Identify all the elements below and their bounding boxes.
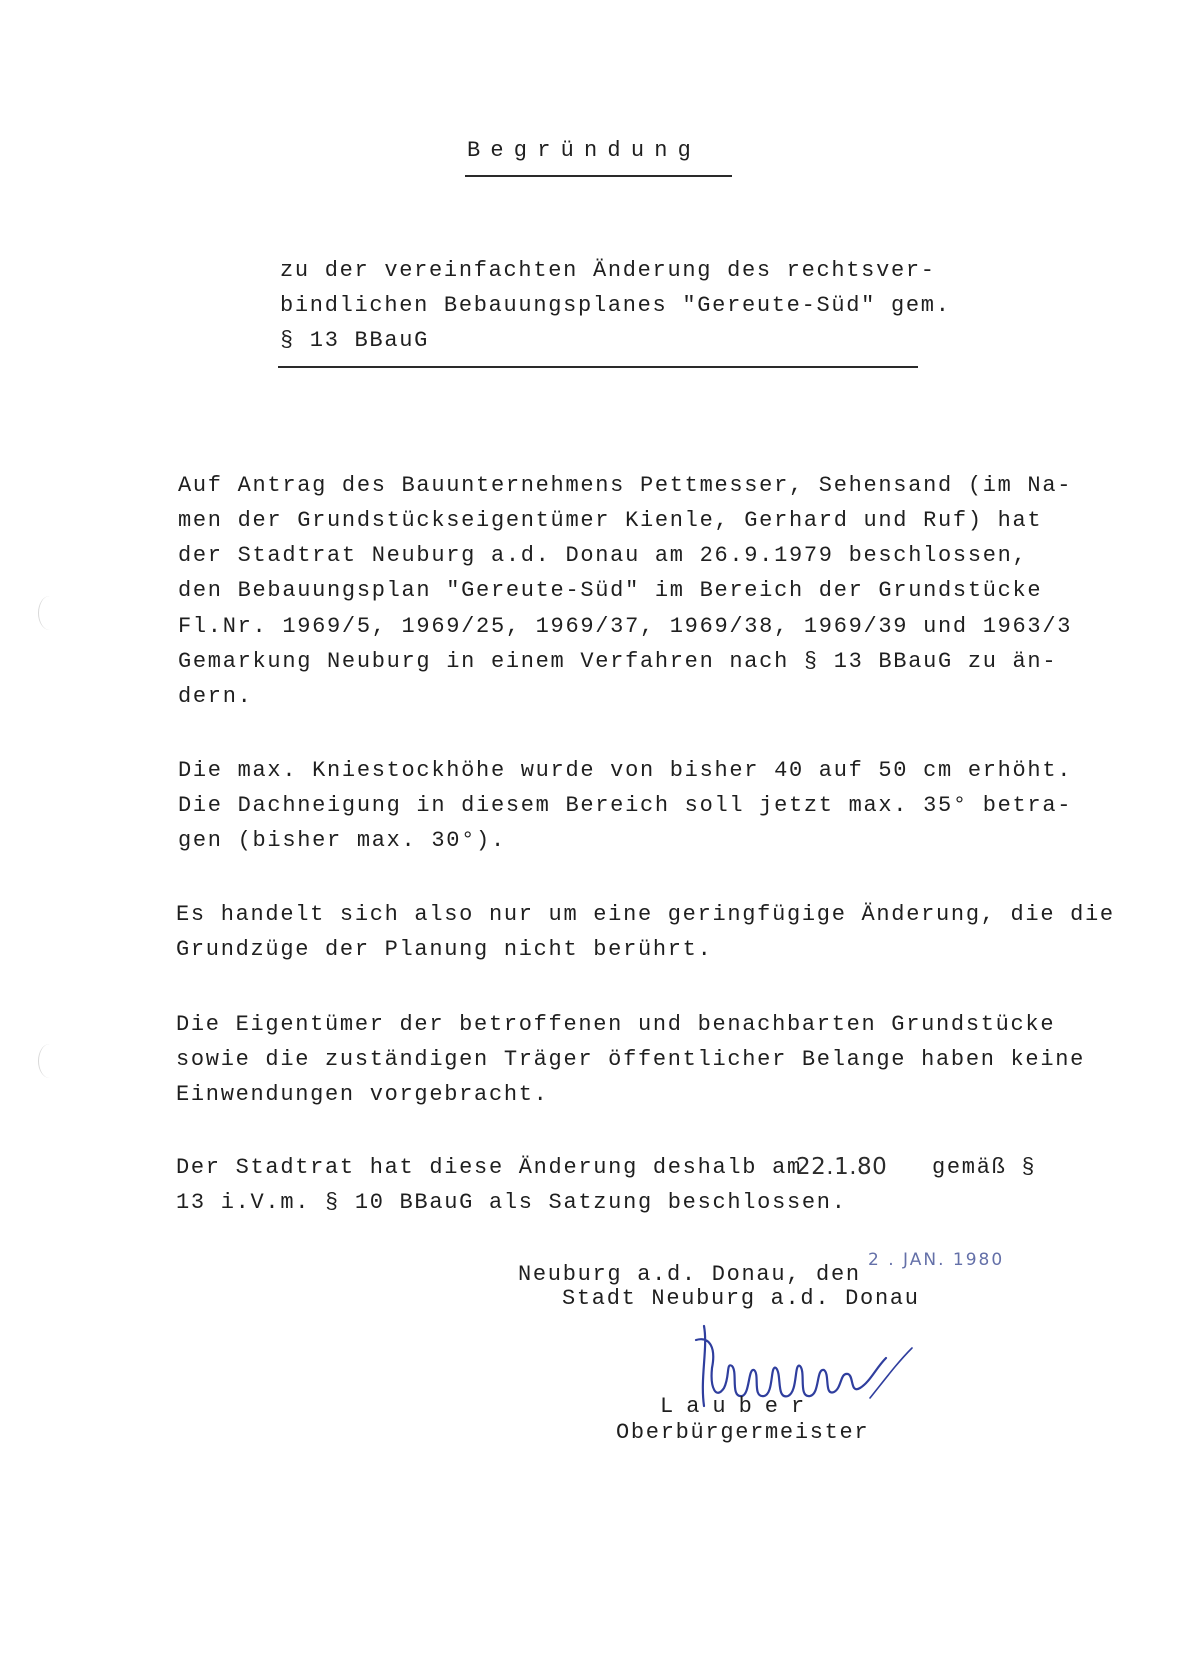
body-line: sowie die zuständigen Träger öffentlicher Belange haben keine: [176, 1047, 1086, 1072]
body-line: Fl.Nr. 1969/5, 1969/25, 1969/37, 1969/38, 1969/39 und 1963/3: [178, 614, 1073, 639]
handwritten-date: 22.1.80: [796, 1154, 888, 1180]
body-line: der Stadtrat Neuburg a.d. Donau am 26.9.1979 beschlossen,: [178, 543, 1028, 568]
subject-underline: [278, 366, 918, 368]
body-line: Gemarkung Neuburg in einem Verfahren nach § 13 BBauG zu än-: [178, 649, 1058, 674]
body-line: Es handelt sich also nur um eine geringfügige Änderung, die die: [176, 902, 1115, 927]
body-line: Die Dachneigung in diesem Bereich soll jetzt max. 35° betra-: [178, 793, 1073, 818]
body-line: men der Grundstückseigentümer Kienle, Gerhard und Ruf) hat: [178, 508, 1043, 533]
authority-line: Stadt Neuburg a.d. Donau: [562, 1286, 920, 1311]
subject-line: zu der vereinfachten Änderung des rechtsver-: [280, 258, 936, 283]
signatory-name: Lauber: [660, 1394, 818, 1419]
body-line: Die max. Kniestockhöhe wurde von bisher 40 auf 50 cm erhöht.: [178, 758, 1073, 783]
date-stamp: 2 . JAN. 1980: [868, 1250, 1005, 1270]
subject-line: § 13 BBauG: [280, 328, 430, 353]
punch-hole-mark: [38, 1044, 61, 1078]
signatory-role: Oberbürgermeister: [616, 1420, 870, 1445]
body-line: Die Eigentümer der betroffenen und benachbarten Grundstücke: [176, 1012, 1056, 1037]
body-line: den Bebauungsplan "Gereute-Süd" im Bereich der Grundstücke: [178, 578, 1043, 603]
body-line: gemäß §: [932, 1155, 1037, 1180]
body-line: Einwendungen vorgebracht.: [176, 1082, 549, 1107]
document-title: Begründung: [467, 138, 702, 163]
punch-hole-mark: [38, 596, 61, 630]
body-line: dern.: [178, 684, 253, 709]
body-line: Der Stadtrat hat diese Änderung deshalb am: [176, 1155, 802, 1180]
title-underline: [465, 175, 732, 177]
body-line: Grundzüge der Planung nicht berührt.: [176, 937, 713, 962]
place-date-line: Neuburg a.d. Donau, den: [518, 1262, 861, 1287]
body-line: Auf Antrag des Bauunternehmens Pettmesser, Sehensand (im Na-: [178, 473, 1073, 498]
body-line: 13 i.V.m. § 10 BBauG als Satzung beschlossen.: [176, 1190, 847, 1215]
body-line: gen (bisher max. 30°).: [178, 828, 506, 853]
subject-line: bindlichen Bebauungsplanes "Gereute-Süd" gem.: [280, 293, 951, 318]
